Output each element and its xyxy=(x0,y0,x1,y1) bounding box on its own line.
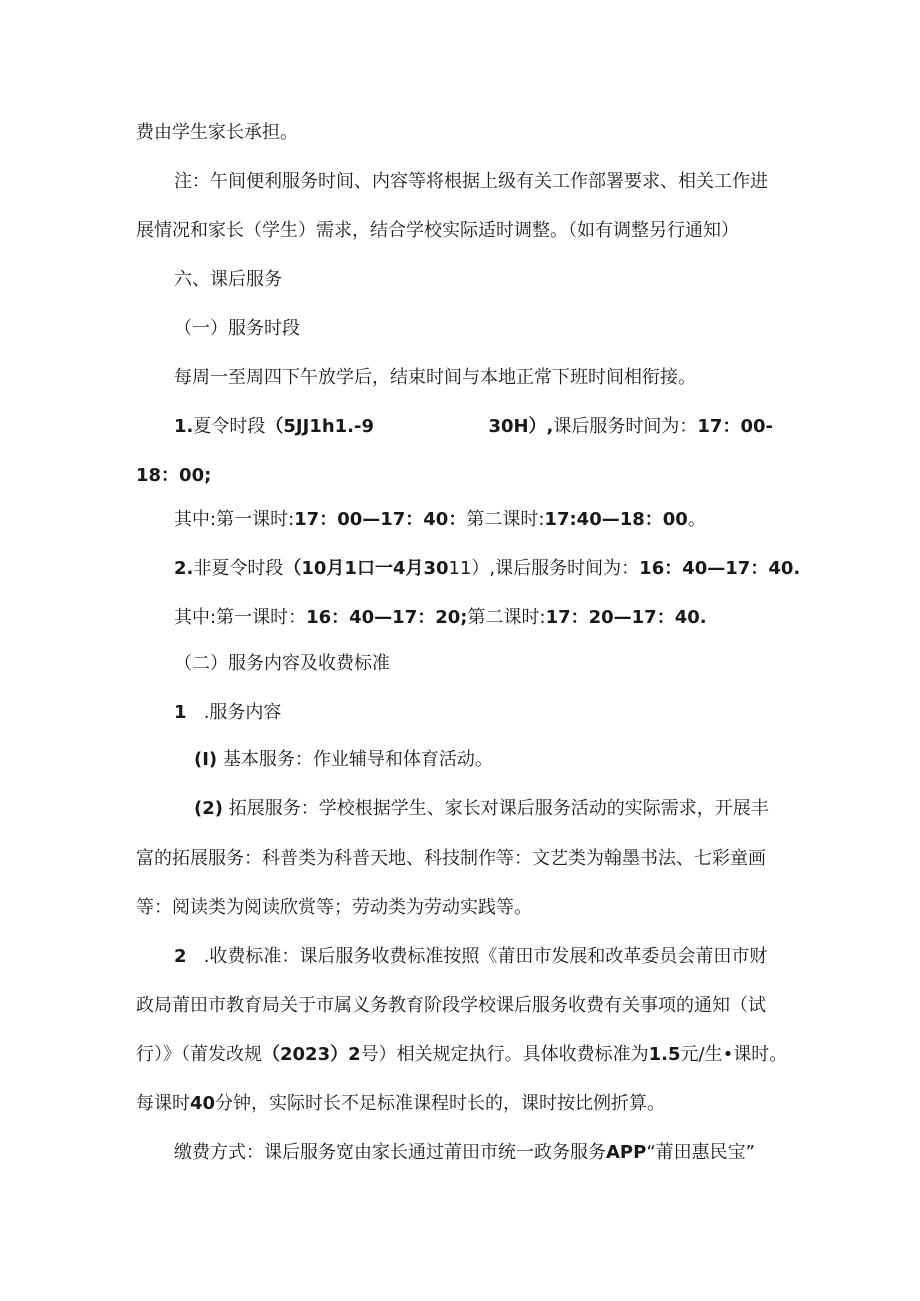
text-line xyxy=(136,847,766,871)
text-run: 11）,课后服务时间为： xyxy=(448,558,640,579)
text-line xyxy=(174,1141,755,1165)
text-run: 夏令时段 xyxy=(193,416,266,437)
text-run: 课后服务时间为： xyxy=(553,416,698,437)
subsection-heading xyxy=(174,652,390,676)
text-run: 等：阅读类为阅读欣赏等；劳动类为劳动实践等。 xyxy=(136,897,532,918)
text-run: 非夏令时段 xyxy=(193,558,284,579)
text-run: 第二课时: xyxy=(466,509,545,530)
bold-text-run: 16：40—17：40. xyxy=(639,558,801,579)
bold-text-run: 16：40—17：20; xyxy=(306,607,468,628)
bold-text-run: 1 xyxy=(174,702,187,723)
text-run: 六、课后服务 xyxy=(174,269,282,290)
text-line xyxy=(174,606,707,630)
text-run: 缴费方式：课后服务宽由家长通过莆田市统一政务服务 xyxy=(174,1142,606,1163)
text-line xyxy=(194,748,493,772)
text-run: 号）相关规定执行。具体收费标准为 xyxy=(360,1044,649,1065)
text-line xyxy=(174,170,768,194)
text-run: 费由学生家长承担。 xyxy=(136,122,298,143)
text-run: 政局莆田市教育局关于市属义务教育阶段学校课后服务收费有关事项的通知（试 xyxy=(136,995,766,1016)
text-run: .收费标准：课后服务收费标准按照《莆田市发展和改革委员会莆田市财 xyxy=(186,946,768,967)
text-line xyxy=(174,366,696,390)
bold-text-run: (I) xyxy=(194,749,218,770)
text-line xyxy=(136,121,298,145)
text-run: 行）》（莆发改规 xyxy=(136,1044,262,1065)
text-run: 其中:第一课时： xyxy=(174,607,307,628)
text-run: （一）服务时段 xyxy=(174,318,300,339)
text-run: （二）服务内容及收费标准 xyxy=(174,653,390,674)
text-line xyxy=(174,415,773,439)
text-run: 每周一至周四下午放学后，结束时间与本地正常下班时间相衔接。 xyxy=(174,367,696,388)
bold-text-run: （10月1口一4月30 xyxy=(283,558,449,579)
bold-text-run: 2 xyxy=(174,946,187,967)
text-line xyxy=(136,994,766,1018)
text-run: 第二课时: xyxy=(467,607,546,628)
text-run: 每课时 xyxy=(136,1093,190,1114)
text-line xyxy=(136,219,739,243)
bold-text-run: 2. xyxy=(174,558,194,579)
text-line xyxy=(174,557,800,581)
text-run: 分钟，实际时长不足标准课程时长的，课时按比例折算。 xyxy=(215,1093,666,1114)
text-line xyxy=(136,1043,787,1067)
text-line xyxy=(174,701,281,725)
text-line xyxy=(136,464,211,488)
text-run xyxy=(374,416,488,437)
bold-text-run: 17：00- xyxy=(697,416,773,437)
text-run: 。 xyxy=(687,509,706,530)
subsection-heading xyxy=(174,317,300,341)
bold-text-run: (2) xyxy=(194,798,223,819)
text-line xyxy=(136,896,532,920)
text-run: 元/生•课时。 xyxy=(680,1044,788,1065)
text-line xyxy=(174,508,706,532)
text-line xyxy=(174,945,767,969)
bold-text-run: 1.5 xyxy=(648,1044,681,1065)
bold-text-run: APP xyxy=(606,1142,647,1163)
bold-text-run: （5JJ1h1.-9 xyxy=(265,416,374,437)
bold-text-run: 18：00; xyxy=(136,465,212,486)
text-run: 拓展服务：学校根据学生、家长对课后服务活动的实际需求，开展丰 xyxy=(222,798,769,819)
bold-text-run: 1. xyxy=(174,416,194,437)
text-line xyxy=(136,1092,665,1116)
text-line xyxy=(194,797,769,821)
bold-text-run: 17:40—18：00 xyxy=(544,509,688,530)
bold-text-run: 30H）, xyxy=(488,416,554,437)
text-run: 注：午间便利服务时间、内容等将根据上级有关工作部署要求、相关工作进 xyxy=(174,171,768,192)
section-heading xyxy=(174,268,282,292)
text-run: .服务内容 xyxy=(186,702,282,723)
bold-text-run: （2023）2 xyxy=(262,1044,361,1065)
text-run: 展情况和家长（学生）需求，结合学校实际适时调整。（如有调整另行通知） xyxy=(136,220,739,241)
bold-text-run: 40 xyxy=(190,1093,216,1114)
text-run: 其中:第一课时: xyxy=(174,509,295,530)
text-run: “莆田惠民宝” xyxy=(646,1142,755,1163)
bold-text-run: 17：20—17：40. xyxy=(545,607,707,628)
text-run: 富的拓展服务：科普类为科普天地、科技制作等：文艺类为翰墨书法、七彩童画 xyxy=(136,848,766,869)
bold-text-run: 17：00—17：40： xyxy=(294,509,467,530)
text-run: 基本服务：作业辅导和体育活动。 xyxy=(217,749,493,770)
